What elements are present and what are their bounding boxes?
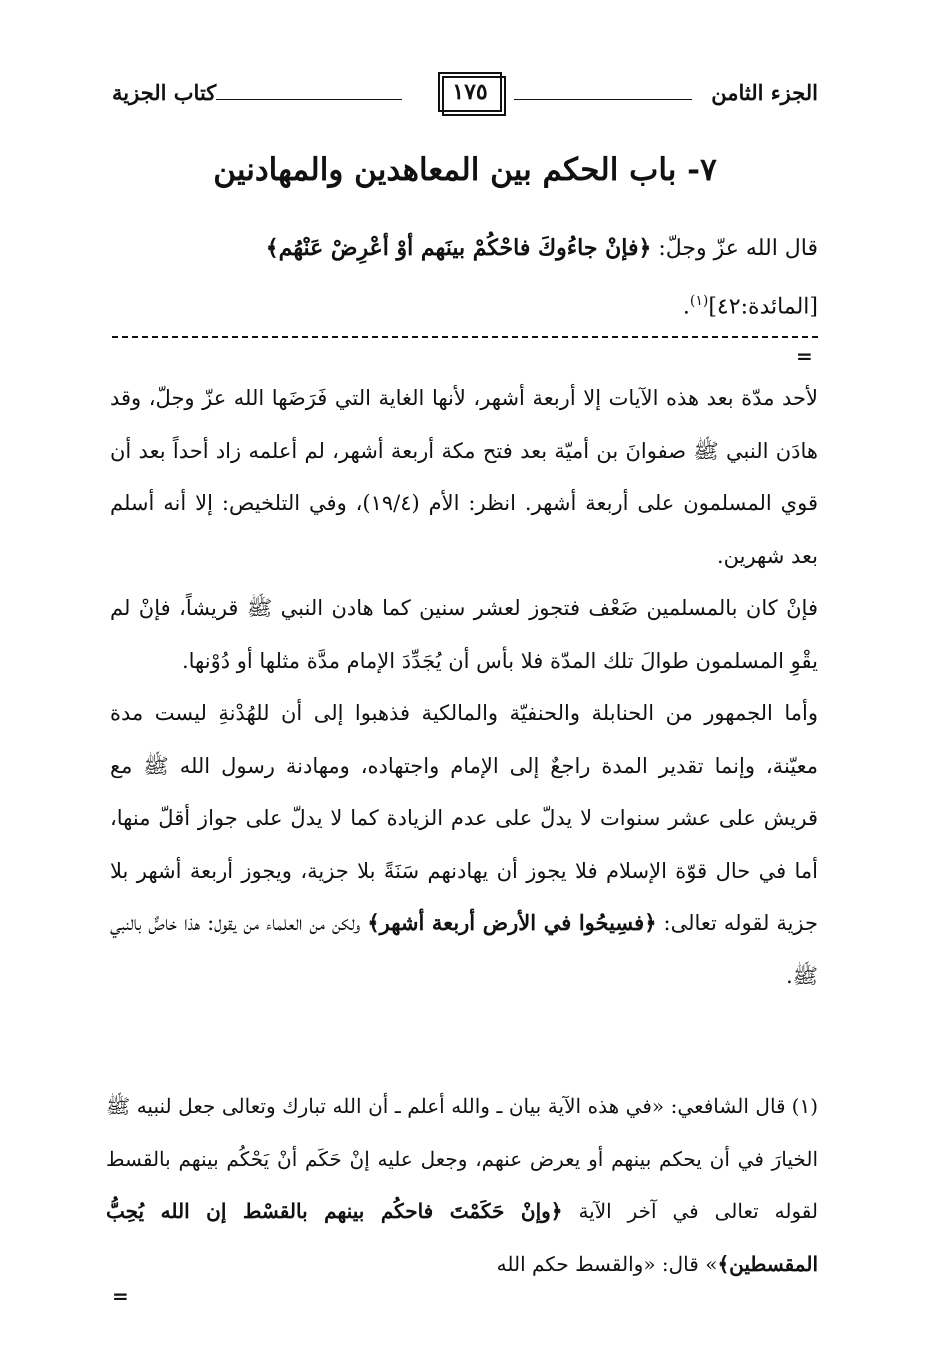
book-title: كتاب الجزية <box>112 80 217 105</box>
page-number: ١٧٥ <box>438 72 502 112</box>
paragraph-3-text: وأما الجمهور من الحنابلة والحنفيّة والمالكية فذهبوا إلى أن للهُدْنةِ ليست مدة معيّنة، وإنما تقدير المدة راجعٌ إلى الإمام واجتهاده، ومهادنة رسول الله ﷺ مع قريش على عشر سنوات لا يدلّ على عدم الزيادة كما لا يدلّ على جواز أقلّ منها، أما في حال قوّة الإسلام فلا يجوز أن يهادنهم سَنَةً بلا جزية، ويجوز أربعة أشهر بلا جزية لقوله تعالى: <box>110 701 819 935</box>
intro-paragraph <box>112 222 818 333</box>
paragraph-2: فإنْ كان بالمسلمين ضَعْف فتجوز لعشر سنين كما هادن النبي ﷺ قريشاً، فإنْ لم يقْوِ المسلمون طوالَ تلك المدّة فلا بأس أن يُجَدِّدَ الإمام مدَّة مثلها أو دُوْنها. <box>110 596 818 673</box>
header-rule-left <box>216 99 402 100</box>
header-rule-right <box>514 99 692 100</box>
paragraph-3-verse: ﴿فسِيحُوا في الأرض أربعة أشهر﴾ <box>367 910 657 935</box>
volume-label: الجزء الثامن <box>711 80 818 105</box>
intro-lead: قال الله عزّ وجلّ: <box>658 236 818 261</box>
continuation-mark-bottom: = <box>112 1284 129 1308</box>
footnote-separator <box>112 336 818 338</box>
footnote-continuation <box>110 372 818 1002</box>
chapter-title: ٧- باب الحكم بين المعاهدين والمهادنين <box>213 152 717 188</box>
footnote-1 <box>106 1080 818 1290</box>
footnote-number: (١) <box>791 1094 818 1118</box>
intro-end: . <box>682 294 690 320</box>
verse-reference: [المائدة:٤٢] <box>708 294 818 320</box>
quran-verse: ﴿فإنْ جاءُوكَ فاحْكُمْ بينَهم أوْ أعْرِضْ عَنْهُم﴾ <box>265 235 652 261</box>
footnote-text-a: قال الشافعي: «في هذه الآية بيان ـ والله أعلم ـ أن الله تبارك وتعالى جعل لنبيه ﷺ الخيارَ في أن يحكم بينهم أو يعرض عنهم، وجعل عليه إنْ حَكَم أنْ يَحْكُم بينهم بالقسط لقوله تعالى في آخر الآية <box>106 1094 818 1223</box>
footnote-marker: (١) <box>689 293 709 309</box>
paragraph-1: لأحد مدّة بعد هذه الآيات إلا أربعة أشهر، لأنها الغاية التي فَرَضَها الله عزّ وجلّ، وقد هادَن النبي ﷺ صفوانَ بن أميّة بعد فتح مكة أربعة أشهر، لم أعلمه زاد أحداً بعد أن قوي المسلمون على أربعة أشهر. انظر: الأم (١٩/٤)، وفي التلخيص: إلا أنه أسلم بعد شهرين. <box>110 386 818 568</box>
footnote-verse: ﴿وإنْ حَكَمْتَ فاحكُم بينهم بالقسْط إن الله يُحِبُّ المقسطين﴾ <box>106 1199 818 1276</box>
paragraph-3-end: ولكن من العلماء من يقول: هذا خاصٌّ بالنبي ﷺ. <box>110 911 818 988</box>
running-header <box>112 70 818 120</box>
footnote-text-b: » قال: «والقسط حكم الله <box>496 1251 718 1276</box>
continuation-mark-top: = <box>796 344 813 368</box>
paragraph-3 <box>110 687 818 1002</box>
